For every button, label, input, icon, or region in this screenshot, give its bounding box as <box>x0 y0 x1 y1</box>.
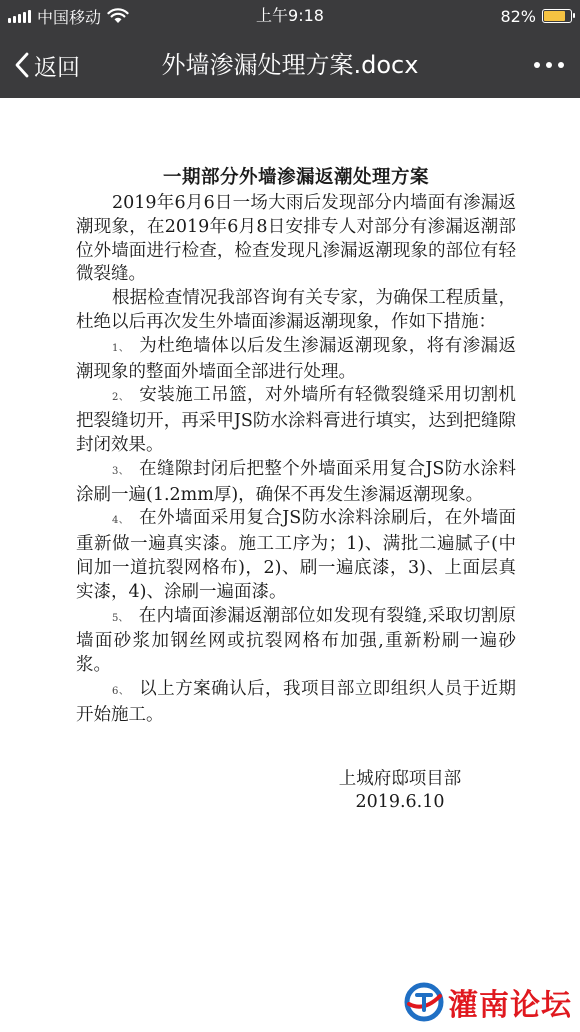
measure-number: 2、 <box>112 392 130 404</box>
measure-number: 6、 <box>112 685 130 697</box>
battery-fill <box>544 11 565 21</box>
measure-item <box>76 605 516 678</box>
intro-paragraph: 2019年6月6日一场大雨后发现部分内墙面有渗漏返潮现象，在2019年6月8日安排专人对部分有渗漏返潮部位外墙面进行检查，检查发现凡渗漏返潮现象的部位有轻微裂缝。 <box>76 193 516 285</box>
measure-text: 为杜绝墙体以后发生渗漏返潮现象，将有渗漏返潮现象的整面外墙面全部进行处理。 <box>76 335 516 382</box>
measure-item <box>76 335 516 385</box>
carrier-name: 中国移动 <box>37 7 102 27</box>
measure-number: 3、 <box>112 465 130 477</box>
document-content <box>76 166 516 815</box>
measure-number: 5、 <box>112 612 129 624</box>
measure-text: 安装施工吊篮，对外墙所有轻微裂缝采用切割机把裂缝切开，再采甲JS防水涂料膏进行填实，达到把缝隙封闭效果。 <box>76 385 516 455</box>
status-bar <box>0 0 580 32</box>
nav-bar <box>0 32 580 98</box>
chevron-left-icon <box>14 52 30 78</box>
measure-text: 在内墙面渗漏返潮部位如发现有裂缝,采取切割原墙面砂浆加钢丝网或抗裂网格布加强,重新粉刷一遍砂浆。 <box>76 605 516 676</box>
more-dot-icon <box>558 62 564 68</box>
battery-percent: 82% <box>500 6 536 26</box>
intro-paragraph: 根据检查情况我部咨询有关专家，为确保工程质量，杜绝以后再次发生外墙面渗漏返潮现象，作如下措施： <box>76 288 516 332</box>
signature-org: 上城府邸项目部 <box>338 768 462 789</box>
more-dot-icon <box>534 62 540 68</box>
signature-date: 2019.6.10 <box>355 792 445 813</box>
back-label: 返回 <box>34 54 80 81</box>
signature-block <box>76 768 516 816</box>
status-time: 上午9:18 <box>256 6 324 25</box>
measure-text: 在外墙面采用复合JS防水涂料涂刷后，在外墙面重新做一遍真实漆。施工工序为；1)、满批二遍腻子(中间加一道抗裂网格布)，2)、刷一遍底漆，3)、上面层真实漆，4)、涂刷一遍面漆。 <box>76 508 516 602</box>
watermark-text: 灌南论坛 <box>448 988 572 1023</box>
more-options-button[interactable] <box>534 32 564 98</box>
nav-title: 外墙渗漏处理方案.docx <box>161 51 419 79</box>
measure-text: 在缝隙封闭后把整个外墙面采用复合JS防水涂料涂刷一遍(1.2mm厚)，确保不再发生渗漏返潮现象。 <box>76 458 516 505</box>
status-right <box>500 0 572 32</box>
back-button[interactable] <box>14 32 80 98</box>
measure-item <box>76 458 516 508</box>
measure-text: 以上方案确认后，我项目部立即组织人员于近期开始施工。 <box>76 678 516 725</box>
measure-item <box>76 507 516 604</box>
forum-watermark <box>404 980 572 1024</box>
battery-icon <box>542 9 572 23</box>
measure-number: 1、 <box>112 342 130 354</box>
measure-item <box>76 384 516 457</box>
more-dot-icon <box>546 62 552 68</box>
document-title: 一期部分外墙渗漏返潮处理方案 <box>162 167 429 188</box>
measure-number: 4、 <box>112 515 130 527</box>
measure-item <box>76 678 516 728</box>
forum-logo-icon <box>404 982 444 1022</box>
